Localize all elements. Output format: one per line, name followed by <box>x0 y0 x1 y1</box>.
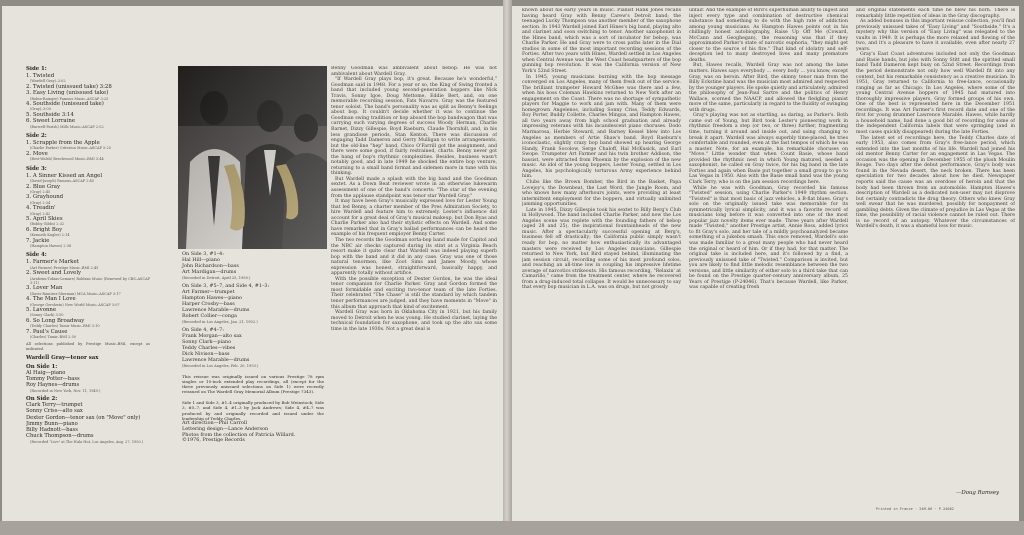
credits-member: Robert Collier—conga <box>182 312 237 319</box>
track-credit: (Teddy Charles) Tamir Music–BMI 3:10 <box>30 324 100 329</box>
liner-paragraph: and original statements each time he blew his horn. There is remarkably little repetition of ideas in the Gray discography. <box>856 8 1015 19</box>
credits-recording-note: (Recorded in Los Angeles, Feb. 20, 1953.) <box>182 363 259 368</box>
track-credit: (Gray) 2:42 <box>30 211 51 216</box>
personnel-member: Chuck Thompson—drums <box>26 433 94 440</box>
liner-paragraph: The two records the Goodman sorta-bop band made for Capitol and the NBC air checks captured during its stint at a Virginia Beach resort make it quite clear that Wardell was indeed playing superb bop with the band and it did in any case. Gray was one of those natural tenormen, like Zoot Sims and James Moody, whose expression was honest, straightforward, basically happy, and apparently totally without artifice. <box>331 237 497 277</box>
liner-paragraph: Wardell Gray was born in Oklahoma City in 1921, but his family moved to Detroit when he was young. He studied clarinet, laying the technical foundation for saxophone, and took up the alto sax some time in the late 1930s. Not a great deal is <box>331 310 497 332</box>
track-title: 3. Lover Man <box>26 285 63 292</box>
credits-member: Dick Nivison—bass <box>182 350 230 357</box>
track-credit: (David-Joseph) Famous–ASCAP 2:45 <box>30 179 95 184</box>
track-title: 2. Move <box>26 150 48 157</box>
track-title: 2. Twisted (unissued take) 3:28 <box>26 83 112 90</box>
liner-paragraph: "If Wardell Gray plays bop, it's great. Because he's wonderful," Goodman said in 1948. For a year or so, the King of Swing fronted a band that included young second-generation boppers like Nick Travis, Sonny Igoe, Doug Mettome, Eddie Bert, and, on one memorable recording session, Fats Navarro. Gray was the featured tenor soloist. The band's personality was as split as Benny's feelings about bop. It couldn't decide whether it was to continue the Goodman swing tradition or hop aboard the bop bandwagon that was carrying such varying degrees of success Woody Herman, Charlie Barnet, Dizzy Gillespie, Boyd Raeburn, Claude Thornhill, and, in his less grandiose periods, Stan Kenton. There was discussion of engaging Tadd Dameron and Gerry Mulligan to write arrangements, but the old-line "hep" band, Chico O'Farrill got the assignment, and there were some good, if fairly restrained, charts. Benny never got the hang of bop's rhythmic complexities. Besides, business wasn't notably good, and in late 1949 he shocked the entire bop venture, returning to a small band format and sidemen more in tune with his thinking. <box>331 77 497 177</box>
credits-member: John Richardson—bass <box>182 262 239 269</box>
track-credit: (Kenneth Kugler) 2:14 <box>30 233 70 238</box>
track-title: 3. Easy Living (unissued take) <box>26 90 109 97</box>
track-title: 7. Jackie <box>26 237 50 244</box>
credits-member: Art Mardigan—drums <box>182 268 237 275</box>
track-title: 4. The Man I Love <box>26 296 76 303</box>
track-title: 1. A Sinner Kissed an Angel <box>26 172 103 179</box>
track-credit: (Best-Walsh) Beechwood Music–BMI 3:44 <box>30 157 104 162</box>
track-credit: (Wardell Gray)–3:02 <box>30 79 66 84</box>
track-title: 5. Southside 3:14 <box>26 111 74 118</box>
track-credit: (Art Farmer) Prestige Music–BMI 2:45 <box>30 265 99 270</box>
band-photograph <box>178 66 327 249</box>
track-title: 1. Scrapple from the Apple <box>26 140 100 147</box>
production-note: Lettering design—Lance Anderson <box>182 425 269 432</box>
track-title: 3. Grayhound <box>26 194 64 201</box>
liner-paragraph: Clubs like the Brown Bomber, the Bird in the Basket, Papa Lovejoy's, the Downbeat, the Last Word, the Jungle Room, and who knows how many afterhours joints, were providing at least intermittent employment for the boppers, and virtually unlimited jamming opportunities. <box>522 179 681 208</box>
credits-member: Lawrence Marable—drums <box>182 306 250 313</box>
credits-member: Harper Crosby—bass <box>182 300 235 307</box>
gatefold-spine <box>503 0 512 535</box>
liner-paragraph: While he was with Goodman, Gray recorded his famous "Twisted" session, using Charlie Parker's 1949 rhythm section. "Twisted" is that most basic of jazz vehicles, a B-flat blues. Gray's solo on the originally issued take was memorable for its symmetrically lyrical simplicity, and it was a favorite record of musicians long before it was converted into one of the most popular jazz novelty items ever made. Three years after Wardell made "Twisted," another Prestige artist, Annie Ross, added lyrics to fit Gray's solo, and her tale of a mildly psychoanalyzed became something of a jukebox smash. This once removed, Wardell's solo was made familiar to a great many people who had never heard the original or heard of him. Or if they had, for that matter. The original take is included here, and it's followed by a find, a previously unissued take of "Twisted." Comparison is invited, but you are likely to find little melodic resemblance between the two versions, and little similarity of either solo to a third take that can be found on the Prestige quarter-century anniversary album, 25 Years of Prestige (P-24046). That's because Wardell, like Parker, was capable of creating fresh <box>689 185 848 291</box>
personnel-member: Jimmy Bunn—piano <box>26 420 78 427</box>
personnel-heading: On Side 2: <box>26 396 58 403</box>
track-credit: (Gray) 2:34 <box>30 200 51 205</box>
track-title: 5. Lavonne <box>26 307 57 314</box>
liner-paragraph: It may have been Gray's musically expressed love for Lester Young that led Benny, a charter member of the Pres Admiration Society, to hire Wardell and feature him to extremely. Lester's influence did account for a great deal of Gray's musical makeup, but Don Byas and Charlie Parker also had their stylistic effects on Wardell. And some have remarked that in Gray's ballad performances can be heard the example of his frequent employer Benny Carter. <box>331 199 497 238</box>
track-credit: (Burwell-Parish) Mills Music–ASCAP 2:52 <box>30 124 104 129</box>
liner-paragraph: But Wardell made a splash with the big band and the Goodman sextet. As a Down Beat reviewer wrote in an otherwise lukewarm assessment of one of the band's concerts: "The star of the evening from the applause standpoint was tenor star Wardell Gray." <box>331 176 497 199</box>
recording-note: (Recorded in New York, Nov. 11, 1949.) <box>30 388 101 393</box>
credits-member: Hal Hill—piano <box>182 256 220 263</box>
credits-member: Hampton Hawes—piano <box>182 294 242 301</box>
credits-recording-note: (Recorded in Los Angeles, Jan. 21, 1952.) <box>182 319 258 324</box>
track-title: 7. Paul's Cause <box>26 328 68 335</box>
liner-paragraph: Gray's East Coast adventures included not only the Goodman and Basie bands, but jobs with Sonny Stitt and the spirited small band Tadd Dameron kept busy on 52nd Street. Recordings from the period demonstrate not only how well Wardell fit into any context, but his remarkable consistency as a creative musician. In 1951, Gray returned to California to free-lance, occasionally ranging as far as Chicago. In Los Angeles, where some of the young Central Avenue boppers of 1945 had matured into thoroughly impressive players, Gray formed groups of his own. One of the best is represented here in the December 1951 recordings. It was Art Farmer's first record date and one of the first for young drummer Lawrence Marable. Hawes, while hardly a household name, had done a good bit of recording for some of the independent California labels that were springing (and in most cases quickly disappeared) during the late Forties. <box>856 52 1015 136</box>
track-credit: (Sonny Clark) 3:50 <box>30 313 64 318</box>
liner-paragraph: Gray's playing was not as startling, as daring, as Parker's. Both came out of Young, but Bird took Lester's pioneering work in rhythmic freedom a step (or two, or three) further, fragmenting time, turning it around and inside out, and using changing to break it apart. Wardell was always superbly time-placed, he tries comfortable and rounded, even at the fast tempos of which he was a master. Note, for an example, his remarkable choruses on "Move." Little wonder that when Count Basie, whose band provided the rhythmic nest in which Young matured, needed a saxophonist, he called on Gray twice, for his big band in the late Forties and again when Basie put together a small group to go to Las Vegas in 1950. Also with the Basie small band was the young Clark Terry, who is on the jam session recordings here. <box>689 113 848 185</box>
production-note: ©1976, Prestige Records <box>182 437 245 444</box>
track-credit: (Hampton Hawes) 2:38 <box>30 243 72 248</box>
liner-paragraph: As added bonuses in this important reissue collection, you'll find previously unissued takes of "Easy Living" and "Southside." It's a mystery why this version of "Easy Living" was relegated to the vaults in 1949. It is perhaps the more relaxed and flowing of the two, and it's a pleasure to have it available, even after nearly 27 years. <box>856 19 1015 52</box>
track-title: 2. Blue Gray <box>26 183 61 190</box>
personnel-leader: Wardell Gray—tenor sax <box>26 354 99 361</box>
liner-paragraph: Benny Goodman was ambivalent about bebop. He was not ambivalent about Wardell Gray. <box>331 66 497 77</box>
track-credit: (Gray)–3:00 <box>30 107 51 112</box>
liner-paragraph: But, Hawes recalls, Wardell Gray was not among the lame mutters. Hawes says everybody ... every body ... you know, except Gray, was on heroin. After Bird, the skinny tenor man from the Billy Eckstine band was the musician most admired and respected by the younger players. He spoke quietly and articulately, admired the philosophy of Jean-Paul Sartre and the politics of Henry Wallace, scorned the NAACP, and allowed the fledgling pianist more of the same, particularly in regard to the fluidity of swinging with drugs. <box>689 63 848 113</box>
personnel-member: Al Haig—piano <box>26 370 66 377</box>
personnel-member: Sonny Criss—alto sax <box>26 408 83 415</box>
credits-member: Sonny Clark—piano <box>182 338 232 345</box>
track-credit: (Charlie Parker) Criterion Music–ASCAP 5:25 <box>30 146 111 151</box>
track-title: 2. Sweet and Lovely <box>26 270 82 277</box>
session-credits <box>182 252 324 444</box>
right-page <box>512 6 1019 521</box>
credits-member: Lawrence Marable—drums <box>182 356 250 363</box>
track-credit: (George Gershwin) New World Music–ASCAP 3:07 <box>30 302 120 307</box>
side-heading: Side 3: <box>26 165 47 172</box>
track-credit: (Robin-Rainger) Famous Music–ASCAP 3:25 <box>30 96 109 101</box>
liner-notes-column-2 <box>522 8 681 516</box>
production-note: Art direction—Phil Carroll <box>182 419 248 426</box>
tracklist <box>26 66 150 506</box>
credits-heading: On Side 4, #4–7: <box>182 327 224 334</box>
personnel-member: Dexter Gordon—tenor sax (on "Move" only) <box>26 414 141 421</box>
credits-heading: On Side 3, #1–4: <box>182 251 224 257</box>
liner-paragraph: known about his early years in music. Pianist Hank Jones recalls having heard Gray with Benny Carew's Detroit band; the teenaged Lucky Thompson was another member of the saxophone section. In 1943 Wardell joined Earl Hines's big band, playing alto and clarinet and soon switching to tenor. Another saxophonist in the Hines band, which was a sort of incubator for bebop, was Charlie Parker. He and Gray were to cross paths later in the Dial studios in some of the most important recording sessions of the Forties. After two years with Hines, Wardell settled in Los Angeles when Central Avenue was the West Coast headquarters of the bop gunning bop revolution. It was the California version of New York's 52nd Street. <box>522 8 681 75</box>
liner-paragraph: unfair. And the example of Bird's superhuman ability to ingest and inject every type and combination of destructive chemical substance had something to do with the high rate of addiction among young musicians. As Hampton Hawes points out in his chillingly honest autobiography, Raise Up Off Me (Coward, McCann and Geoghegan), the reasoning was that if they approximated Parker's state of narcotic euphoria, "they might get closer to the source of his fire." That kind of idolatry and self-deception led to many destroyed lives and many premature deaths. <box>689 8 848 63</box>
credits-member: Frank Morgan—alto sax <box>182 332 242 339</box>
production-note: Photos from the collection of Patricia Willard. <box>182 431 296 438</box>
personnel-member: Billy Hadnott—bass <box>26 427 78 434</box>
side-heading: Side 2: <box>26 133 47 140</box>
personnel-heading: On Side 1: <box>26 363 58 370</box>
spread-bottom-edge <box>0 521 1024 535</box>
catalog-number: Printed in France · 24M-66 · P-24062 <box>876 507 954 511</box>
publishing-note: All selections published by Prestige Music–BMI, except as indicated. <box>26 342 150 352</box>
side-heading: Side 4: <box>26 252 47 259</box>
credits-heading: On Side 3, #5–7, and Side 4, #1–3: <box>182 283 270 290</box>
credits-member: Art Farmer—trumpet <box>182 289 235 296</box>
personnel-member: Roy Haynes—drums <box>26 382 80 389</box>
liner-paragraph: Late in 1945, Dizzy Gillespie took his sextet to Billy Berg's Club in Hollywood. The band included Charlie Parker, and now the Los Angeles scene was replete with the founding fathers of bebop (aged 28 and 25), the inspirational fountainheads of the new music. After a spectacularly successful opening at Berg's, business fell off drastically; the California public simply wasn't ready for bop, no matter how enthusiastically its advantaged masters were received by Los Angeles musicians. Gillespie returned to New York, but Bird stayed behind, illuminating the jam session circuit, recording some of his most profound solos, and reaching an all-time low in coupling his impressive lifetime average of narcotics strikeouts. His famous recording, "Relaxin' at Camarillo," came from the treatment center, where he recovered from a drug-induced total collapse. It would be unnecessary to say that every bop musician in L.A. was on drugs, but not grossly <box>522 207 681 291</box>
liner-paragraph: The latest set of recordings here, the Teddy Charles date of early 1953, also comes from Gray's free-lance period, which extended into the last months of his life. Wardell had joined his old mentor Benny Carter for an engagement in Las Vegas. The occasion was the opening in December 1955 of the plush Moulin Rouge. Two days after the debut performance, Gray's body was found in the Nevada desert, the neck broken. There has been speculation for two decades about how he died. Newspaper reports said the cause was an overdose of heroin and that the body had been thrown from an automobile. Hampton Hawes's description of Wardell as a dedicated non-user may not disprove but certainly contradicts the drug theory. Others who knew Gray well swear that he was murdered, possibly for nonpayment of gambling debts. Given the climate of prejudice in Las Vegas at the time, the possibility of racial violence cannot be ruled out. There is no record of an autopsy. Whatever the circumstances of Wardell's death, it was a shameful loss for music. <box>856 135 1015 230</box>
musicians-photo-image <box>178 66 327 249</box>
track-credit: (Gray) 2:45 <box>30 189 51 194</box>
author-signature: —Doug Ramsey <box>956 490 1000 496</box>
track-credit: (Arnheim-Tobias-Lemare) Robbins Music (Renewed by CBS–ASCAP 3:11) <box>30 276 150 285</box>
side-heading: Side 1: <box>26 66 47 72</box>
credits-recording-note: (Recorded in Detroit, April 25, 1950.) <box>182 275 251 280</box>
liner-notes-column-1 <box>331 66 497 518</box>
personnel-member: Clark Terry—trumpet <box>26 402 83 409</box>
track-title: 6. So Long Broadway <box>26 317 85 324</box>
credits-member: Teddy Charles—vibes <box>182 344 236 351</box>
track-credit: (Davis-Ramirez-Sherman) MCA Music–ASCAP 3:17 <box>30 291 121 296</box>
left-page <box>2 6 503 521</box>
track-title: 1. Farmer's Market <box>26 259 79 266</box>
production-note: This reissue was originally issued on various Prestige 78 rpm singles or 10-inch extended play recordings, all (except for the three previously unissued selections on Side 1) were recently reissued on The Wardell Gray Memorial Album (Prestige 7343). <box>182 374 324 395</box>
track-title: 4. Southside (unissued take) <box>26 101 104 108</box>
personnel-member: Tommy Potter—bass <box>26 376 80 383</box>
liner-paragraph: In 1945, young musicians burning with the bop message converged on Los Angeles, many of them fresh out of the service. The brilliant trumpeter Howard McGhee was there and a few, when his boss Coleman Hawkins returned to New York after an engagement on the Coast. There was no shortage of sympathetic players for Maggie to work and jam with. Many of them were homegrown Angelenos, including Sonny Criss, Teddy Edwards, Roy Porter, Buddy Collette, Charles Mingus, and Hampton Hawes, all two years away from high school graduation and already impressing veterans with his incandescent piano choruses. Dodo Marmarosa, Herbie Steward, and Barney Kessel blew into Los Angeles as members of Artie Shaw's band. Boyd Raeburn's iconoclastic, slightly crazy bop band showed up hearing George Handy, Frank Socolow, Serge Chaloff, Hal McKusick, and Earl Swope. Trumpeter Art Farmer and his twin brother Addison, the bassist, were attracted from Phoenix by the explosion of the new music. An idol of the young boppers, Lester Young, settled in Los Angeles, his psychologically torturous Army experience behind him. <box>522 74 681 180</box>
track-title: 4. Treadin' <box>26 205 56 212</box>
track-title: 6. Bright Boy <box>26 226 63 233</box>
liner-notes-column-4 <box>856 8 1015 486</box>
track-title: 5. April Skies <box>26 215 63 222</box>
recording-note: (Recorded "Live" at The Hula Hut, Los Angeles, Aug. 27, 1950.) <box>30 439 144 444</box>
liner-paragraph: With the possible exception of Dexter Gordon, he was the ideal tenor companion for Charlie Parker. Gray and Gordon formed the most formidable and exciting two-tenor team of the late Forties. Their celebrated "The Chase" is still the standard by which tandem tenor performances are judged, and they have moments in "Move" in this album that approach that kind of excitement. <box>331 276 497 310</box>
track-title: 6. Sweet Lorraine <box>26 118 76 125</box>
track-credit: (Charles) Tamir–BMI 2:50 <box>30 335 77 340</box>
track-credit: (Bobby Gibbs) 2:32 <box>30 222 65 227</box>
production-note: Side 1 and Side 3, #1–4 originally produced by Bob Weinstock; Side 3, #5–7, and Side 4, #1–3 by Jack Andrews; Side 4, #4–7 was produced by and originally recorded and issued under the leadership of Teddy Charles. <box>182 400 324 421</box>
liner-notes-column-3 <box>689 8 848 516</box>
track-title: 1. Twisted <box>26 73 55 79</box>
